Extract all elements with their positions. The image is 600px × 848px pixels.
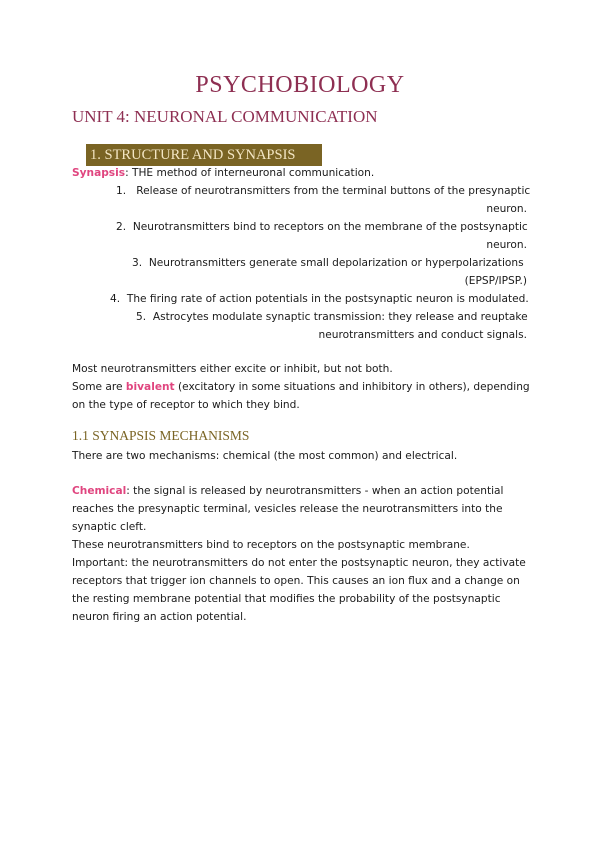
- list-text: Release of neurotransmitters from the terminal buttons of the presynaptic: [136, 185, 531, 197]
- bivalent-term: bivalent: [125, 381, 175, 393]
- section-heading-structure: 1. STRUCTURE AND SYNAPSIS: [86, 144, 322, 166]
- list-number: 3.: [132, 257, 143, 269]
- list-text-continued: neuron.: [486, 203, 527, 215]
- list-text: Neurotransmitters generate small depolarization or hyperpolarizations: [148, 257, 524, 269]
- synapsis-definition: [72, 164, 374, 182]
- list-text-continued: (EPSP/IPSP.): [464, 275, 527, 287]
- paragraph: Most neurotransmitters either excite or inhibit, but not both.: [72, 363, 393, 375]
- paragraph: There are two mechanisms: chemical (the most common) and electrical.: [72, 450, 458, 462]
- paragraph: the resting membrane potential that modifies the probability of the postsynaptic: [72, 593, 501, 605]
- paragraph-text: : the signal is released by neurotransmitters - when an action potential: [126, 485, 504, 497]
- list-item: [110, 290, 529, 308]
- list-number: 5.: [136, 311, 147, 323]
- list-item: [116, 218, 528, 236]
- document-title: PSYCHOBIOLOGY: [195, 72, 405, 98]
- paragraph: [72, 378, 530, 396]
- list-item: [132, 254, 524, 272]
- paragraph: receptors that trigger ion channels to open. This causes an ion flux and a change on: [72, 575, 520, 587]
- paragraph: synaptic cleft.: [72, 521, 147, 533]
- paragraph: Important: the neurotransmitters do not enter the postsynaptic neuron, they activate: [72, 557, 526, 569]
- list-number: 1.: [116, 185, 127, 197]
- paragraph: These neurotransmitters bind to receptors on the postsynaptic membrane.: [72, 539, 470, 551]
- paragraph: neuron firing an action potential.: [72, 611, 247, 623]
- list-number: 4.: [110, 293, 121, 305]
- chemical-term: Chemical: [72, 485, 127, 497]
- paragraph: [72, 482, 504, 500]
- list-text: The firing rate of action potentials in the postsynaptic neuron is modulated.: [126, 293, 529, 305]
- list-text-continued: neurotransmitters and conduct signals.: [318, 329, 527, 341]
- list-item: [136, 308, 528, 326]
- list-text-continued: neuron.: [486, 239, 527, 251]
- paragraph-text: (excitatory in some situations and inhibitory in others), depending: [174, 381, 530, 393]
- subsection-heading: 1.1 SYNAPSIS MECHANISMS: [72, 428, 250, 443]
- unit-heading: UNIT 4: NEURONAL COMMUNICATION: [72, 107, 378, 126]
- paragraph: on the type of receptor to which they bind.: [72, 399, 300, 411]
- list-number: 2.: [116, 221, 127, 233]
- list-item: [116, 182, 530, 200]
- synapsis-term: Synapsis: [72, 167, 126, 179]
- list-text: Astrocytes modulate synaptic transmission: they release and reuptake: [152, 311, 528, 323]
- list-text: Neurotransmitters bind to receptors on the membrane of the postsynaptic: [132, 221, 528, 233]
- paragraph-text: Some are: [72, 381, 126, 393]
- synapsis-definition-text: : THE method of interneuronal communication.: [125, 167, 375, 179]
- paragraph: reaches the presynaptic terminal, vesicles release the neurotransmitters into the: [72, 503, 503, 515]
